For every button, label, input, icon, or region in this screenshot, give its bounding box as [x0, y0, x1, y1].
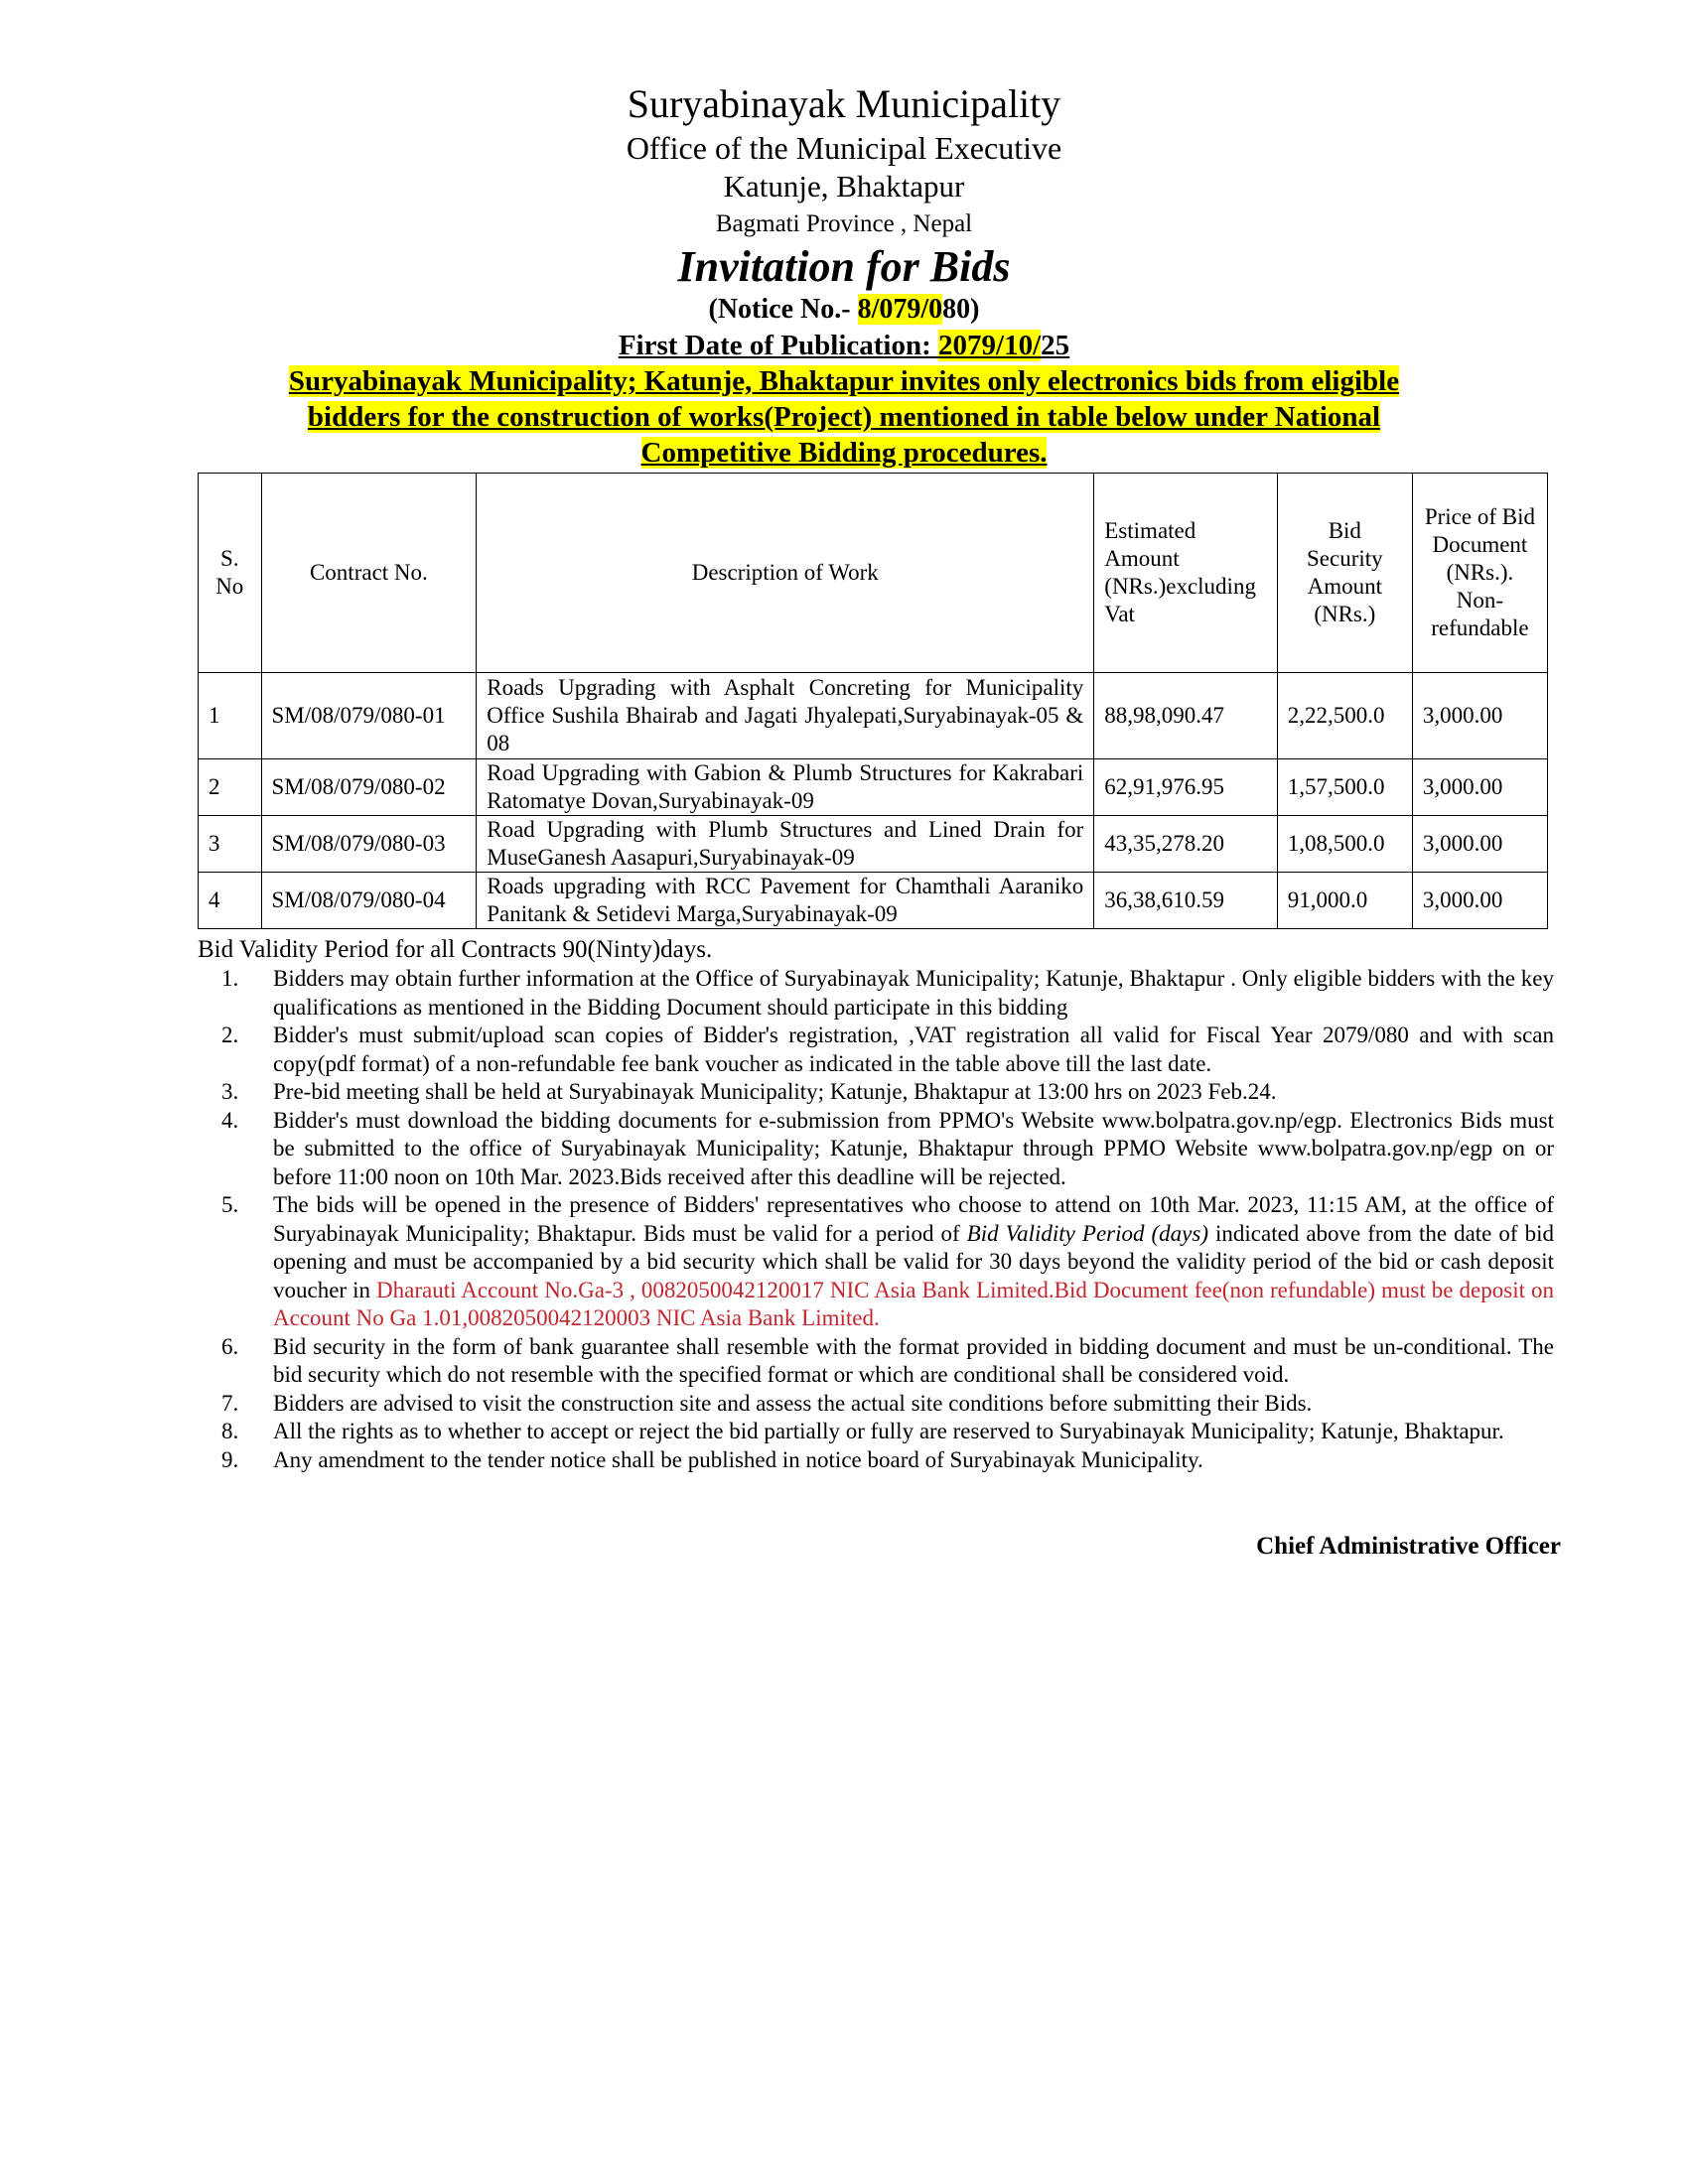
- cell-doc-price: 3,000.00: [1412, 673, 1547, 759]
- cell-bid-security: 91,000.0: [1277, 873, 1412, 929]
- cell-estimated-amount: 62,91,976.95: [1094, 759, 1277, 816]
- item-text: Any amendment to the tender notice shall be published in notice board of Suryabinayak Municipality.: [273, 1446, 1203, 1472]
- pub-prefix: First Date of Publication:: [618, 330, 939, 361]
- contracts-table: [198, 473, 1548, 929]
- cell-sn: 2: [199, 759, 262, 816]
- table-row: [199, 759, 1548, 816]
- cell-estimated-amount: 88,98,090.47: [1094, 673, 1277, 759]
- item-number: 9.: [221, 1446, 239, 1472]
- cell-description: Road Upgrading with Plumb Structures and Lined Drain for MuseGanesh Aasapuri,Suryabinayak-09: [477, 816, 1094, 873]
- notice-prefix: (Notice No.-: [708, 294, 858, 325]
- header-sn: S. No: [199, 474, 262, 673]
- item-text: Bidders are advised to visit the construction site and assess the actual site conditions before submitting their Bids.: [273, 1390, 1313, 1416]
- cell-sn: 1: [199, 673, 262, 759]
- cell-sn: 3: [199, 816, 262, 873]
- item-number: 3.: [221, 1079, 239, 1104]
- pub-highlight: 2079/10/: [938, 330, 1042, 361]
- list-item: [198, 1191, 1554, 1333]
- invite-line: Suryabinayak Municipality; Katunje, Bhaktapur invites only electronics bids from eligible: [288, 365, 1400, 397]
- list-item: [198, 1022, 1554, 1078]
- list-item: [198, 1390, 1554, 1419]
- cell-sn: 4: [199, 873, 262, 929]
- item-text: The bids will be opened in the presence of Bidders' representatives who choose to attend on 10th Mar. 2023, 11:15 AM, at the office of Suryabinayak Municipality; Bhaktapur. Bids must be valid for a period of: [273, 1192, 1554, 1246]
- header-estimated-amount: Estimated Amount (NRs.)excluding Vat: [1094, 474, 1277, 673]
- item-number: 8.: [221, 1419, 239, 1443]
- cell-doc-price: 3,000.00: [1412, 759, 1547, 816]
- cell-estimated-amount: 43,35,278.20: [1094, 816, 1277, 873]
- item-number: 4.: [221, 1107, 239, 1133]
- cell-doc-price: 3,000.00: [1412, 873, 1547, 929]
- item-text: indicated above from the date of bid opening and must be accompanied by a bid security which shall be valid for 30 days beyond the validity period of the bid or cash deposit voucher in: [273, 1220, 1554, 1302]
- item-text: All the rights as to whether to accept or reject the bid partially or fully are reserved to Suryabinayak Municipality; Katunje, Bhaktapur.: [273, 1419, 1504, 1443]
- office-name: Office of the Municipal Executive: [626, 130, 1062, 166]
- cell-bid-security: 2,22,500.0: [1277, 673, 1412, 759]
- table-row: [199, 816, 1548, 873]
- list-item: [198, 1446, 1554, 1475]
- notice-suffix: 80): [942, 294, 980, 325]
- cell-description: Road Upgrading with Gabion & Plumb Structures for Kakrabari Ratomatye Dovan,Suryabinayak-09: [477, 759, 1094, 816]
- notice-number: [0, 292, 1688, 328]
- province: Bagmati Province , Nepal: [715, 210, 973, 237]
- cell-contract-no: SM/08/079/080-04: [261, 873, 477, 929]
- invite-line: bidders for the construction of works(Project) mentioned in table below under National: [307, 401, 1381, 433]
- cell-contract-no: SM/08/079/080-03: [261, 816, 477, 873]
- item-number: 6.: [221, 1333, 239, 1359]
- item-number: 5.: [221, 1192, 239, 1217]
- list-item: [198, 1107, 1554, 1192]
- invite-line: Competitive Bidding procedures.: [640, 437, 1048, 469]
- header-contract-no: Contract No.: [261, 474, 477, 673]
- item-number: 2.: [221, 1023, 239, 1047]
- header-bid-security: Bid Security Amount (NRs.): [1277, 474, 1412, 673]
- item-text: Bidder's must submit/upload scan copies of Bidder's registration, ,VAT registration all valid for Fiscal Year 2079/080 and with scan copy(pdf format) of a non-refundable fee bank voucher as indicated in the table above till the last date.: [273, 1023, 1554, 1076]
- notice-highlight: 8/079/0: [857, 294, 943, 325]
- office-address: Katunje, Bhaktapur: [723, 169, 965, 204]
- table-row: [199, 673, 1548, 759]
- item-number: 1.: [221, 966, 239, 991]
- header-description: Description of Work: [477, 474, 1094, 673]
- table-row: [199, 873, 1548, 929]
- instructions-list: [198, 965, 1554, 1474]
- cell-bid-security: 1,57,500.0: [1277, 759, 1412, 816]
- item-text-italic: Bid Validity Period (days): [966, 1220, 1208, 1246]
- cell-description: Roads Upgrading with Asphalt Concreting for Municipality Office Sushila Bhairab and Jagati Jhyalepati,Suryabinayak-05 & 08: [477, 673, 1094, 759]
- table-header-row: [199, 474, 1548, 673]
- cell-contract-no: SM/08/079/080-02: [261, 759, 477, 816]
- list-item: [198, 965, 1554, 1022]
- publication-date: [0, 328, 1688, 363]
- bank-account-details: Dharauti Account No.Ga-3 , 0082050042120017 NIC Asia Bank Limited.Bid Document fee(non refundable) must be deposit on Account No Ga 1.01,0082050042120003 NIC Asia Bank Limited.: [273, 1277, 1555, 1330]
- pub-suffix: 25: [1041, 330, 1070, 361]
- item-text: Bid security in the form of bank guarantee shall resemble with the format provided in bidding document and must be un-conditional. The bid security which do not resemble with the specified format or which are conditional shall be considered void.: [273, 1333, 1554, 1387]
- notice-header: [0, 79, 1688, 471]
- list-item: [198, 1078, 1554, 1107]
- item-text: Bidder's must download the bidding documents for e-submission from PPMO's Website www.bolpatra.gov.np/egp. Electronics Bids must be submitted to the office of Suryabinayak Municipality; Katunje, Bhaktapur through PPMO Website www.bolpatra.gov.np/egp on or before 11:00 noon on 10th Mar. 2023.Bids received after this deadline will be rejected.: [273, 1107, 1554, 1189]
- cell-description: Roads upgrading with RCC Pavement for Chamthali Aaraniko Panitank & Setidevi Marga,Suryabinayak-09: [477, 873, 1094, 929]
- item-number: 7.: [221, 1390, 239, 1416]
- signatory-title: Chief Administrative Officer: [1256, 1533, 1561, 1560]
- list-item: [198, 1418, 1554, 1446]
- cell-bid-security: 1,08,500.0: [1277, 816, 1412, 873]
- cell-estimated-amount: 36,38,610.59: [1094, 873, 1277, 929]
- item-text: Pre-bid meeting shall be held at Suryabinayak Municipality; Katunje, Bhaktapur at 13:00 hrs on 2023 Feb.24.: [273, 1079, 1277, 1104]
- org-name: Suryabinayak Municipality: [627, 81, 1061, 126]
- header-doc-price: Price of Bid Document (NRs.). Non-refundable: [1412, 474, 1547, 673]
- cell-doc-price: 3,000.00: [1412, 816, 1547, 873]
- item-text: Bidders may obtain further information at the Office of Suryabinayak Municipality; Katunje, Bhaktapur . Only eligible bidders with the key qualifications as mentioned in the Bidding Document should participate in this bidding: [273, 966, 1554, 1020]
- list-item: [198, 1333, 1554, 1390]
- notice-title: Invitation for Bids: [677, 242, 1011, 291]
- cell-contract-no: SM/08/079/080-01: [261, 673, 477, 759]
- invitation-statement: [0, 363, 1688, 471]
- bid-validity-statement: Bid Validity Period for all Contracts 90(Ninty)days.: [198, 936, 713, 963]
